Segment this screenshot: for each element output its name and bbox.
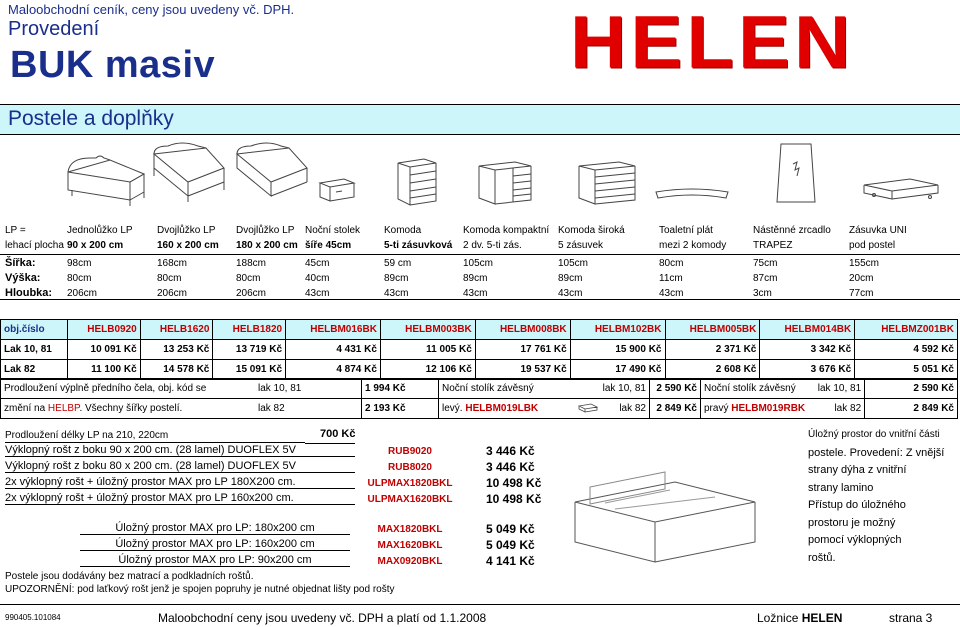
table-row [1, 360, 958, 380]
dimension-value: 105cm [463, 258, 494, 269]
dimension-value: 43cm [305, 288, 330, 299]
storage-name: Úložný prostor MAX pro LP: 160x200 cm [80, 538, 350, 551]
storage-description-line: prostoru je možný [808, 516, 896, 529]
storage-description-line: roštů. [808, 551, 836, 564]
left-stand-price: 2 849 Kč [650, 399, 701, 419]
storage-description-line: strany dýha z vnitřní [808, 464, 907, 476]
wide-chest-icon [575, 158, 639, 210]
dimension-label: Výška: [5, 272, 41, 284]
dimension-value: 188cm [236, 258, 267, 269]
dimension-value: 206cm [67, 288, 98, 299]
product-size: šíře 45cm [305, 240, 352, 251]
left-stand-price: 2 590 Kč [650, 379, 701, 399]
dimension-value: 43cm [659, 288, 684, 299]
lak-label: lak 10, 81 [255, 379, 362, 399]
footer-collection: Ložnice HELEN [757, 611, 843, 625]
dimension-value: 20cm [849, 273, 874, 284]
dimension-value: 59 cm [384, 258, 412, 269]
footer-code: 990405.101084 [5, 613, 61, 622]
lak-label: lak 82 [808, 399, 865, 419]
price-cell: 19 537 Kč [475, 360, 570, 380]
price-cell: 4 592 Kč [855, 340, 958, 360]
product-size: 2 dv. 5-ti zás. [463, 240, 522, 251]
dimension-value: 206cm [236, 288, 267, 299]
dimension-value: 98cm [67, 258, 92, 269]
order-code: HELB0920 [68, 320, 141, 340]
length-extension-label: Prodloužení délky LP na 210, 220cm [5, 430, 305, 443]
product-size: 5-ti zásuvková [384, 240, 453, 251]
storage-name: Úložný prostor MAX pro LP: 90x200 cm [80, 554, 350, 567]
order-code: HELBM003BK [380, 320, 475, 340]
order-code: HELB1620 [140, 320, 213, 340]
accessory-name: 2x výklopný rošt + úložný prostor MAX pro LP 160x200 cm. [5, 492, 355, 505]
price-cell: 10 091 Kč [68, 340, 141, 360]
table-row [1, 340, 958, 360]
order-code: HELBM016BK [286, 320, 381, 340]
product-name: Toaletní plát [659, 225, 713, 236]
price-cell: 13 253 Kč [140, 340, 213, 360]
storage-price: 5 049 Kč [486, 522, 535, 536]
storage-code: MAX1820BKL [377, 524, 443, 535]
dimension-label: Hloubka: [5, 287, 53, 299]
product-name: Zásuvka UNI [849, 225, 907, 236]
storage-code: MAX1620BKL [377, 540, 443, 551]
chest-of-drawers-icon [394, 155, 444, 210]
accessory-code: RUB9020 [388, 446, 432, 457]
dimension-value: 89cm [463, 273, 488, 284]
dimension-value: 43cm [558, 288, 583, 299]
product-name: Komoda široká [558, 225, 625, 236]
product-size: pod postel [849, 240, 896, 251]
note-no-mattress: Postele jsou dodávány bez matrací a podkladních roštů. [5, 571, 254, 582]
product-name: LP = [5, 225, 26, 236]
accessory-name: Výklopný rošt z boku 90 x 200 cm. (28 lamel) DUOFLEX 5V [5, 444, 355, 457]
compact-chest-icon [475, 158, 537, 210]
storage-description-line: pomocí výklopných [808, 534, 902, 546]
left-stand-sub: levý. HELBM019LBK [439, 399, 554, 419]
storage-code: MAX0920BKL [377, 556, 443, 567]
underbed-drawer-icon [860, 175, 942, 205]
storage-description-line: Přístup do úložného [808, 499, 906, 511]
row-label: Lak 10, 81 [1, 340, 68, 360]
extension-price: 1 994 Kč [362, 379, 439, 399]
right-stand-sub: pravý HELBM019RBK [701, 399, 809, 419]
right-stand-price: 2 590 Kč [865, 379, 958, 399]
price-cell: 17 490 Kč [570, 360, 665, 380]
accessory-price: 3 446 Kč [486, 444, 535, 458]
lak-label: lak 82 [553, 399, 650, 419]
price-cell: 4 431 Kč [286, 340, 381, 360]
right-stand-title: Noční stolík závěsný [701, 379, 809, 399]
product-name: Jednolůžko LP [67, 225, 133, 236]
header-finish-label: Provedení [8, 18, 100, 40]
order-code: HELB1820 [213, 320, 286, 340]
storage-description-line: strany lamino [808, 481, 874, 494]
order-code: HELBMZ001BK [855, 320, 958, 340]
dimension-value: 206cm [157, 288, 188, 299]
storage-price: 5 049 Kč [486, 538, 535, 552]
accessory-code: ULPMAX1820BKL [367, 478, 453, 489]
dimension-value: 89cm [558, 273, 583, 284]
price-cell: 3 342 Kč [760, 340, 855, 360]
accessory-price: 10 498 Kč [486, 476, 542, 490]
dimension-value: 77cm [849, 288, 874, 299]
dimension-value: 43cm [384, 288, 409, 299]
price-table [0, 319, 958, 380]
dimension-value: 105cm [558, 258, 589, 269]
lak-label: lak 10, 81 [808, 379, 865, 399]
double-bed-160-icon [148, 138, 228, 204]
dimension-value: 80cm [67, 273, 92, 284]
order-code: HELBM102BK [570, 320, 665, 340]
dimension-value: 45cm [305, 258, 330, 269]
accessory-name: 2x výklopný rošt + úložný prostor MAX pro LP 180X200 cm. [5, 476, 355, 489]
extension-line1: Prodloužení výplně předního čela, obj. kód se [1, 379, 256, 399]
price-cell: 5 051 Kč [855, 360, 958, 380]
dimension-value: 155cm [849, 258, 880, 269]
price-table-header [1, 320, 958, 340]
price-cell: 2 371 Kč [665, 340, 760, 360]
divider [0, 254, 960, 255]
section-title: Postele a doplňky [8, 107, 174, 130]
product-name: Dvojlůžko LP [236, 225, 295, 236]
footer-validity: Maloobchodní ceny jsou uvedeny vč. DPH a platí od 1.1.2008 [158, 611, 487, 625]
order-code-label: obj.číslo [1, 320, 68, 340]
divider [0, 299, 960, 300]
single-bed-icon [60, 150, 150, 210]
product-name: Komoda [384, 225, 422, 236]
dimension-value: 75cm [753, 258, 778, 269]
dimension-value: 40cm [305, 273, 330, 284]
header-line1: Maloobchodní ceník, ceny jsou uvedeny vč. DPH. [8, 2, 295, 17]
dimension-value: 80cm [659, 258, 684, 269]
footer-page-number: strana 3 [889, 611, 933, 625]
product-size: 90 x 200 cm [67, 240, 124, 251]
footer-divider [0, 604, 960, 605]
extension-line2: změní na HELBP. Všechny šířky postelí. [1, 399, 256, 419]
dimension-value: 80cm [157, 273, 182, 284]
dimension-value: 11cm [659, 273, 683, 284]
price-cell: 15 900 Kč [570, 340, 665, 360]
accessory-name: Výklopný rošt z boku 80 x 200 cm. (28 lamel) DUOFLEX 5V [5, 460, 355, 473]
price-cell: 12 106 Kč [380, 360, 475, 380]
product-name: Noční stolek [305, 225, 361, 236]
double-bed-180-icon [233, 138, 309, 204]
product-size: 180 x 200 cm [236, 240, 298, 251]
storage-description-line: postele. Provedení: Z vnější [808, 446, 945, 459]
price-cell: 15 091 Kč [213, 360, 286, 380]
right-stand-price: 2 849 Kč [865, 399, 958, 419]
storage-price: 4 141 Kč [486, 554, 535, 568]
price-cell: 11 005 Kč [380, 340, 475, 360]
warning-note: UPOZORNĚNÍ: pod laťkový rošt jenž je spojen popruhy je nutné objednat lišty pod rošty [5, 584, 395, 595]
price-cell: 11 100 Kč [68, 360, 141, 380]
mirror-icon [773, 140, 819, 206]
price-cell: 2 608 Kč [665, 360, 760, 380]
row-label: Lak 82 [1, 360, 68, 380]
dimension-value: 80cm [236, 273, 261, 284]
dimension-label: Šířka: [5, 257, 36, 269]
page-title: BUK masiv [10, 44, 216, 86]
nightstand-icon [316, 175, 358, 205]
lak-label: lak 10, 81 [553, 379, 650, 399]
product-size: 160 x 200 cm [157, 240, 219, 251]
dimension-value: 168cm [157, 258, 188, 269]
price-cell: 4 874 Kč [286, 360, 381, 380]
price-cell: 13 719 Kč [213, 340, 286, 360]
lak-label: lak 82 [255, 399, 362, 419]
product-size: lehací plocha [5, 240, 64, 251]
accessory-code: RUB8020 [388, 462, 432, 473]
price-cell: 14 578 Kč [140, 360, 213, 380]
order-code: HELBM014BK [760, 320, 855, 340]
product-name: Komoda kompaktní [463, 225, 550, 236]
price-cell: 3 676 Kč [760, 360, 855, 380]
product-size: mezi 2 komody [659, 240, 727, 251]
dimension-value: 43cm [463, 288, 488, 299]
accessory-price: 3 446 Kč [486, 460, 535, 474]
price-cell: 17 761 Kč [475, 340, 570, 360]
product-size: TRAPEZ [753, 240, 793, 251]
dimension-value: 87cm [753, 273, 778, 284]
accessory-price: 10 498 Kč [486, 492, 542, 506]
storage-description-line: Úložný prostor do vnitřní části [808, 429, 940, 440]
accessory-code: ULPMAX1620BKL [367, 494, 453, 505]
left-stand-title: Noční stolík závěsný [439, 379, 554, 399]
storage-bed-icon [565, 462, 765, 580]
product-name: Nástěnné zrcadlo [753, 225, 831, 236]
length-extension-price: 700 Kč [320, 428, 356, 440]
dimension-value: 3cm [753, 288, 772, 299]
extension-table [0, 378, 958, 419]
order-code: HELBM005BK [665, 320, 760, 340]
section-band [0, 104, 960, 135]
order-code: HELBM008BK [475, 320, 570, 340]
product-name: Dvojlůžko LP [157, 225, 216, 236]
product-size: 5 zásuvek [558, 240, 604, 251]
helen-logo: HELEN [570, 0, 855, 84]
extension-price: 2 193 Kč [362, 399, 439, 419]
storage-name: Úložný prostor MAX pro LP: 180x200 cm [80, 522, 350, 535]
dimension-value: 89cm [384, 273, 409, 284]
toilet-plate-icon [652, 186, 732, 204]
wall-nightstand-icon [577, 403, 599, 413]
